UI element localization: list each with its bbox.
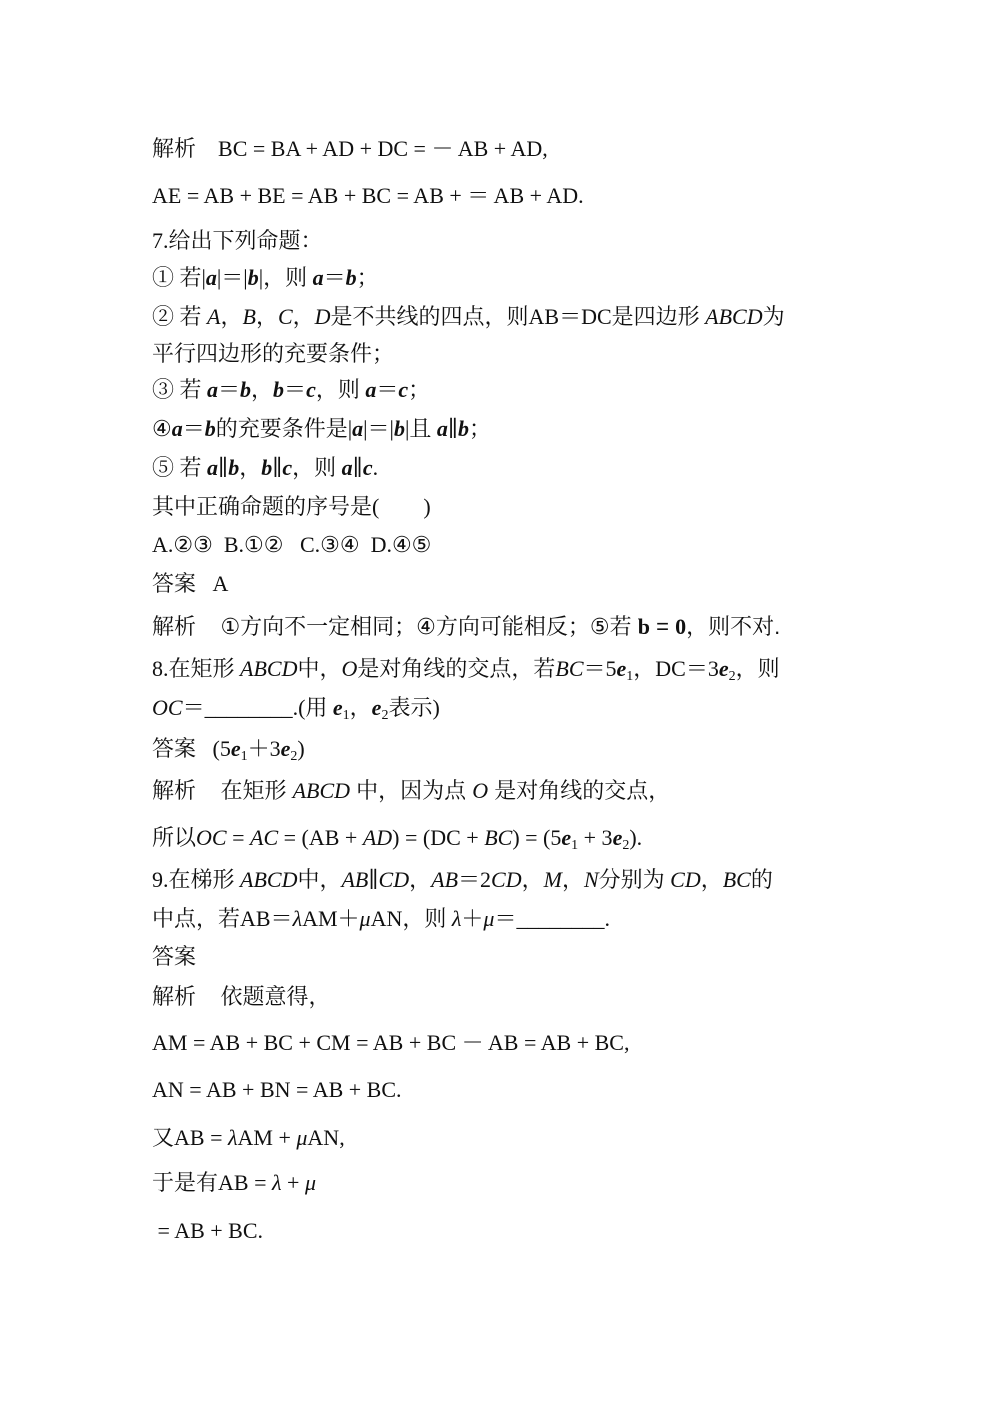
text-segment: AD (362, 825, 393, 850)
text-segment: ∥ (272, 455, 283, 480)
text-segment: ， (220, 304, 243, 329)
text-line-13 (152, 612, 780, 642)
text-segment: + 3 (578, 825, 613, 850)
text-segment: 1 (571, 838, 579, 853)
text-line-27 (152, 1216, 263, 1246)
text-segment: ∥ (447, 416, 459, 441)
text-segment: C (277, 304, 293, 329)
text-line-16 (152, 734, 305, 772)
text-segment: CD (378, 867, 410, 892)
text-line-26 (152, 1168, 316, 1198)
text-segment: OC (152, 695, 183, 720)
text-segment: ，则 (735, 656, 780, 681)
text-segment: 解析 (152, 136, 197, 161)
text-segment: AB (341, 867, 369, 892)
text-segment: AB = (174, 1125, 228, 1150)
text-segment: OC (196, 825, 227, 850)
text-segment: μ (296, 1125, 308, 1150)
text-segment: 是对角线的交点，若 (357, 656, 556, 681)
text-segment: 是不共线的四点，则AB＝DC是四边形 (330, 304, 706, 329)
text-segment: ，DC＝3 (633, 656, 719, 681)
text-segment: a (207, 377, 219, 402)
text-segment: = (AB + (278, 825, 363, 850)
text-segment: AN, (307, 1125, 345, 1150)
text-line-11 (152, 530, 431, 560)
text-segment: ③ 若 (152, 377, 208, 402)
text-segment: 7.给出下列命题： (152, 228, 323, 253)
text-segment: BC = BA + AD + DC = － AB + AD, (196, 136, 548, 161)
text-segment: ， (561, 867, 584, 892)
text-segment: 为 (762, 304, 785, 329)
text-segment: b (273, 377, 285, 402)
text-segment: ) (297, 736, 305, 761)
text-segment: ， (255, 304, 278, 329)
text-segment: 解析 在矩形 (152, 778, 293, 803)
text-segment: e (718, 656, 729, 681)
text-segment: AN，则 (370, 906, 452, 931)
text-segment: ＝2 (458, 867, 492, 892)
text-segment: AB = (218, 1170, 272, 1195)
text-segment: c (362, 455, 373, 480)
text-segment: μ (483, 906, 495, 931)
text-segment: μ (304, 1170, 316, 1195)
text-segment: 中，因为点 (350, 778, 473, 803)
text-segment: a (207, 455, 219, 480)
text-segment: b (637, 614, 650, 639)
text-segment: N (583, 867, 599, 892)
text-segment: AE = AB + BE = AB + BC = AB + ＝ AB + AD. (152, 183, 584, 208)
text-segment: a (436, 416, 448, 441)
text-segment: M (543, 867, 562, 892)
text-segment: BC (484, 825, 513, 850)
text-segment: 0 (675, 614, 687, 639)
text-segment: ② 若 (152, 304, 208, 329)
text-segment: ∥ (218, 455, 229, 480)
text-segment: 解析 ①方向不一定相同；④方向可能相反；⑤若 (152, 614, 638, 639)
text-segment: = (649, 614, 676, 639)
text-segment: 平行四边形的充要条件； (152, 341, 395, 366)
text-segment: D (314, 304, 331, 329)
text-segment: 的 (750, 867, 773, 892)
text-segment: e (371, 695, 382, 720)
text-segment: 所以 (152, 825, 197, 850)
text-line-7 (152, 375, 430, 405)
text-segment: b (204, 416, 216, 441)
text-segment: ，则 (315, 377, 366, 402)
text-segment: 答案 (152, 736, 197, 761)
text-segment: (5 (196, 736, 231, 761)
text-segment: AB (431, 867, 459, 892)
text-line-1 (152, 134, 548, 164)
text-segment: ， (239, 455, 262, 480)
text-segment: AM = AB + BC + CM = AB + BC － AB = AB + BC, (152, 1030, 630, 1055)
text-segment: = (226, 825, 250, 850)
text-segment: ， (292, 304, 315, 329)
text-segment: 分别为 (598, 867, 671, 892)
text-segment: ＝ (323, 265, 346, 290)
text-segment: ； (356, 265, 379, 290)
text-segment: BC (722, 867, 751, 892)
text-segment: 解析 依题意得， (152, 984, 331, 1009)
text-segment: |＝| (363, 416, 394, 441)
text-segment: a (171, 416, 183, 441)
text-segment: b (261, 455, 273, 480)
text-segment: 答案 (152, 571, 197, 596)
text-segment: B (242, 304, 256, 329)
text-segment: 2 (290, 749, 298, 764)
text-segment: = AB + BC. (152, 1218, 264, 1243)
text-segment: e (332, 695, 343, 720)
text-segment: . (372, 455, 379, 480)
text-segment: e (280, 736, 291, 761)
text-segment: 其中正确命题的序号是( ) (152, 494, 431, 519)
text-segment: 于是有 (152, 1170, 219, 1195)
text-segment: CD (491, 867, 522, 892)
text-line-18 (152, 823, 642, 861)
text-line-5 (152, 302, 785, 332)
text-segment: ) = (DC + (392, 825, 485, 850)
text-segment: 中， (297, 656, 342, 681)
text-segment: λ (227, 1125, 238, 1150)
text-segment: 1 (626, 669, 634, 684)
text-segment: ，则 (292, 455, 342, 480)
text-segment: ∥ (368, 867, 379, 892)
text-segment: ； (469, 416, 492, 441)
text-segment: O (472, 778, 489, 803)
text-segment: ⑤ 若 (152, 455, 208, 480)
text-segment: ① 若| (152, 265, 206, 290)
text-segment: ， (700, 867, 723, 892)
text-segment: |且 (404, 416, 437, 441)
text-line-4 (152, 263, 379, 293)
text-segment: 1 (342, 708, 350, 723)
text-segment: A (196, 571, 229, 596)
text-segment: ABCD (705, 304, 763, 329)
text-line-15 (152, 693, 440, 731)
text-segment: ＋3 (247, 736, 281, 761)
text-segment: ＋ (461, 906, 484, 931)
text-segment: 8.在矩形 (152, 656, 241, 681)
text-segment: 中点，若AB＝ (152, 906, 293, 931)
text-segment: ABCD (292, 778, 351, 803)
text-segment: + (281, 1170, 305, 1195)
text-segment: 2 (728, 669, 736, 684)
text-segment: e (616, 656, 627, 681)
text-line-10 (152, 492, 431, 522)
text-line-6 (152, 339, 394, 369)
text-segment: b (228, 455, 240, 480)
text-line-14 (152, 654, 780, 692)
text-segment: CD (670, 867, 701, 892)
text-segment: A.②③ B.①② C.③④ D.④⑤ (152, 532, 432, 557)
text-segment: AC (250, 825, 279, 850)
text-line-19 (152, 865, 773, 895)
text-segment: ＝ (218, 377, 241, 402)
text-line-9 (152, 453, 378, 483)
text-segment: ABCD (240, 867, 298, 892)
text-segment: a (312, 265, 324, 290)
text-segment: 2 (381, 708, 389, 723)
text-segment: ＝ (376, 377, 399, 402)
text-line-23 (152, 1028, 629, 1058)
text-segment: AM＋ (302, 906, 360, 931)
text-segment: ， (251, 377, 274, 402)
text-line-22 (152, 982, 330, 1012)
text-line-2 (152, 181, 584, 211)
text-segment: ＝________.(用 (182, 695, 333, 720)
text-line-25 (152, 1123, 345, 1153)
text-line-21 (152, 942, 196, 972)
text-segment: a (352, 416, 364, 441)
text-segment: ＝5 (583, 656, 617, 681)
text-segment: |＝| (216, 265, 248, 290)
text-segment: ，则不对. (686, 614, 781, 639)
text-segment: 表示) (388, 695, 440, 720)
text-segment: ). (629, 825, 643, 850)
text-segment: AN = AB + BN = AB + BC. (152, 1077, 402, 1102)
text-segment: ＝________. (494, 906, 610, 931)
text-segment: ， (521, 867, 544, 892)
text-segment: λ (271, 1170, 282, 1195)
text-segment: ④ (152, 416, 172, 441)
text-segment: b (247, 265, 259, 290)
text-segment: b (345, 265, 357, 290)
text-segment: a (341, 455, 353, 480)
text-segment: AM + (237, 1125, 297, 1150)
text-segment: λ (451, 906, 462, 931)
text-line-8 (152, 414, 491, 444)
text-segment: 是对角线的交点， (488, 778, 671, 803)
text-segment: ， (349, 695, 372, 720)
text-segment: e (561, 825, 572, 850)
text-segment: BC (555, 656, 584, 681)
text-segment: c (306, 377, 316, 402)
text-segment: b (458, 416, 470, 441)
text-segment: μ (359, 906, 371, 931)
text-segment: 答案 (152, 944, 197, 969)
text-segment: 中， (297, 867, 342, 892)
text-segment: 9.在梯形 (152, 867, 241, 892)
text-segment: 的充要条件是| (215, 416, 353, 441)
text-segment: e (230, 736, 241, 761)
text-segment: b (240, 377, 252, 402)
text-segment: e (612, 825, 623, 850)
text-line-3 (152, 226, 323, 256)
text-segment: ； (408, 377, 431, 402)
text-line-24 (152, 1075, 402, 1105)
text-segment: b (393, 416, 405, 441)
text-segment: ABCD (240, 656, 298, 681)
text-segment: 1 (240, 749, 248, 764)
text-segment: ＝ (182, 416, 205, 441)
text-segment: ＝ (284, 377, 307, 402)
text-segment: A (207, 304, 221, 329)
text-line-20 (152, 904, 610, 934)
text-segment: c (282, 455, 293, 480)
text-segment: a (365, 377, 377, 402)
text-line-12 (152, 569, 228, 599)
text-segment: O (341, 656, 358, 681)
text-segment: ∥ (352, 455, 363, 480)
text-segment: ) = (5 (512, 825, 562, 850)
text-segment: λ (292, 906, 303, 931)
text-segment: ， (409, 867, 432, 892)
text-segment: c (398, 377, 409, 402)
text-segment: |，则 (258, 265, 313, 290)
text-segment: 2 (622, 838, 630, 853)
text-segment: a (205, 265, 217, 290)
text-line-17 (152, 776, 670, 806)
text-segment: 又 (152, 1125, 175, 1150)
